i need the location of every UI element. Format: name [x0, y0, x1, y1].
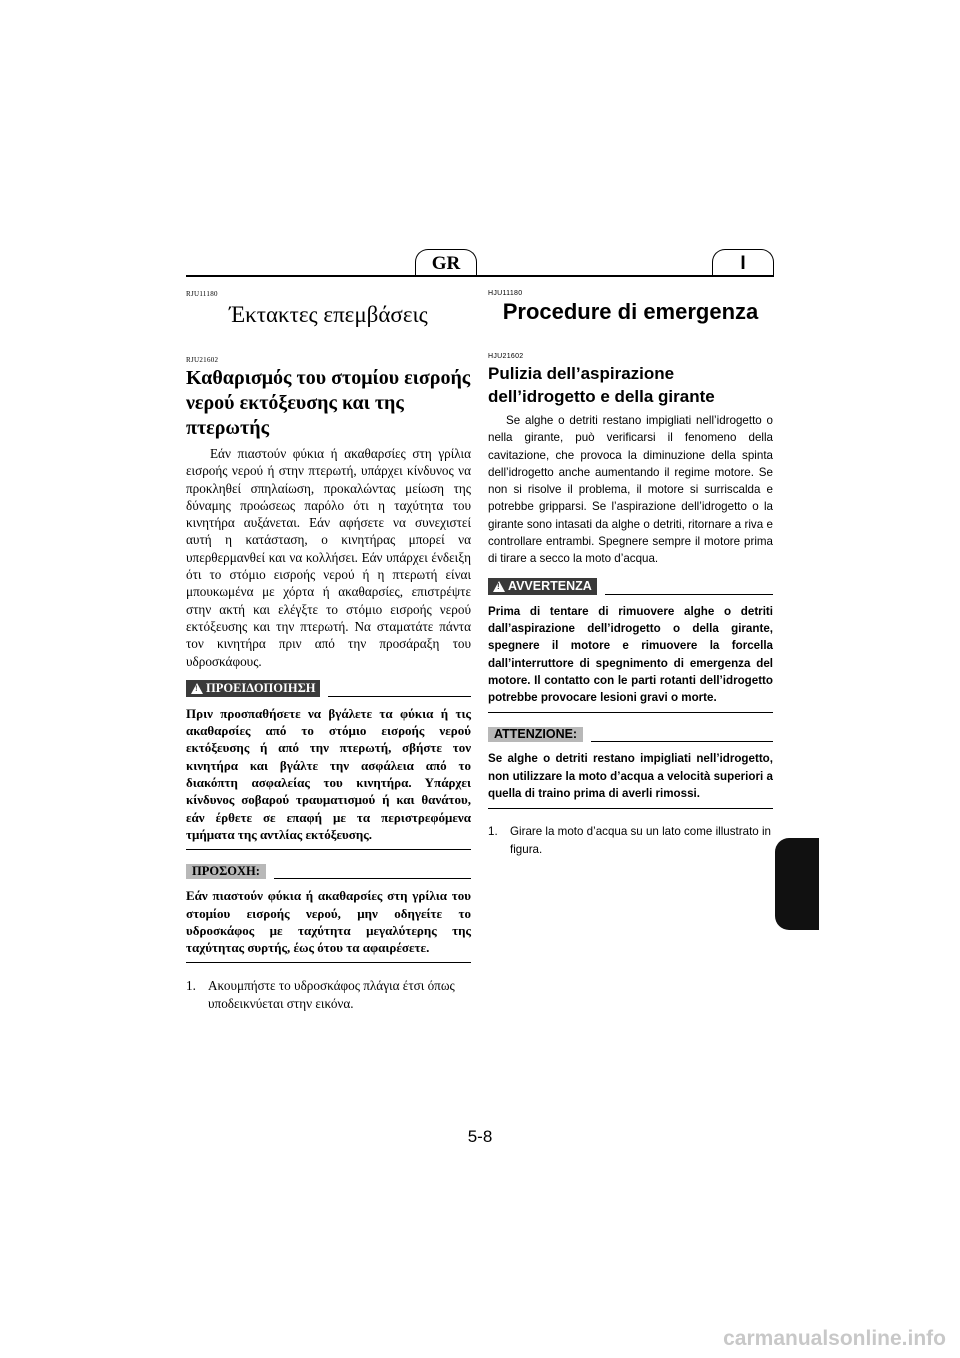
list-text: Ακουμπήστε το υδροσκάφος πλάγια έτσι όπως υποδεικνύεται στην εικόνα.	[208, 978, 455, 1011]
caution-bottom-rule	[488, 808, 773, 809]
italian-column	[488, 290, 773, 858]
warning-text: Πριν προσπαθήσετε να βγάλετε τα φύκια ή τις ακαθαρσίες από το στόμιο εισροής νερού εκτόξευσης ή από την πτερωτή, σβήστε τον κινητήρα και βγάλτε την ασφάλεια από το διακόπτη ασφαλείας του κινητήρα. Υπάρχει κίνδυνος σοβαρού τραυματισμού ή και θανάτου, εάν έρθετε σε επαφή με τα περιστρεφόμενα τμήματα της αντλίας εκτόξευσης.	[186, 705, 471, 842]
greek-column	[186, 290, 471, 1012]
caution-rule	[274, 878, 471, 879]
caution-header	[186, 864, 471, 879]
body-paragraph: Se alghe o detriti restano impigliati nell’idrogetto o nella girante, può verificarsi il fenomeno della cavitazione, che provoca la diminuzione della spinta dell’idrogetto anche aumentando il regime motore. Se non si risolve il problema, il motore si surriscalda e potrebbe gripparsi. Se l’aspirazione dell’idrogetto o la girante sono intasati da alghe o detriti, ritornare a riva e controllare entrambi. Spegnere sempre il motore prima di tirare a secco la moto d’acqua.	[488, 414, 773, 566]
warning-text: Prima di tentare di rimuovere alghe o detriti dall’aspirazione dell’idrogetto o della girante, spegnere il motore e rimuovere la forcella dall’interruttore di spegnimento di emergenza del motore. Il contatto con le parti rotanti dell’idrogetto potrebbe provocare lesioni gravi o morte.	[488, 604, 773, 705]
language-badge-greek: GR	[415, 249, 477, 275]
caution-label: ΠΡΟΣΟΧΗ:	[186, 864, 266, 879]
caution-text: Se alghe o detriti restano impigliati nell’idrogetto, non utilizzare la moto d’acqua a velocità superiori a quella di traino prima di averli rimossi.	[488, 752, 773, 801]
list-number: 1.	[186, 978, 196, 994]
caution-bottom-rule	[186, 962, 471, 963]
subsection-code: RJU21602	[186, 356, 219, 364]
warning-rule	[328, 696, 471, 697]
warning-badge	[488, 578, 597, 595]
warning-label: ΠΡΟΕΙΔΟΠΟΙΗΣΗ	[206, 680, 316, 695]
warning-bottom-rule	[488, 712, 773, 713]
section-title: Έκτακτες επεμβάσεις	[229, 302, 428, 327]
header-rule	[186, 275, 774, 277]
warning-header	[488, 578, 773, 595]
page-number: 5-8	[467, 1127, 493, 1146]
chapter-tab	[775, 838, 819, 930]
warning-badge	[186, 680, 320, 697]
subsection-title: Pulizia dell’aspirazione dell’idrogetto e della girante	[488, 364, 715, 406]
warning-bottom-rule	[186, 849, 471, 850]
subsection-title: Καθαρισμός του στομίου εισροής νερού εκτόξευσης και της πτερωτής	[186, 367, 471, 439]
language-badge-italian: I	[712, 249, 774, 275]
warning-rule	[605, 594, 773, 595]
list-number: 1.	[488, 825, 498, 839]
section-title: Procedure di emergenza	[502, 299, 759, 324]
list-text: Girare la moto d’acqua su un lato come illustrato in figura.	[510, 825, 771, 856]
caution-rule	[591, 741, 773, 742]
list-item	[488, 823, 773, 858]
warning-triangle-icon	[493, 581, 505, 592]
warning-label: AVVERTENZA	[508, 578, 592, 593]
body-paragraph: Εάν πιαστούν φύκια ή ακαθαρσίες στη γρίλια εισροής νερού ή στην πτερωτή, υπάρχει κίνδυνος να προκληθεί σπηλαίωση, προκαλώντας μείωση της δύναμης προώσεως παρόλο ότι η ταχύτητα του κινητήρα αυξάνεται. Εάν αφήσετε να συνεχιστεί αυτή η κατάσταση, ο κινητήρας μπορεί να υπερθερμανθεί και να κολλήσει. Εάν υπάρχει ένδειξη ότι το στόμιο εισροής νερού ή η πτερωτή είναι μπουκωμένα με χόρτα ή ακαθαρσίες, επιστρέψτε στην ακτή και ελέγξτε το στόμιο εισροής νερού εκτόξευσης και την πτερωτή. Να σταματάτε πάντα τον κινητήρα πριν από την προσάραξη του υδροσκάφους.	[186, 446, 471, 669]
caution-text: Εάν πιαστούν φύκια ή ακαθαρσίες στη γρίλια του στομίου εισροής νερού, μην οδηγείτε το υδροσκάφος με ταχύτητα μεγαλύτερης της ταχύτητας συρτής, έως ότου τα αφαιρέσετε.	[186, 888, 471, 956]
section-code: RJU11180	[186, 290, 218, 298]
caution-header	[488, 727, 773, 742]
warning-header	[186, 680, 471, 697]
list-item	[186, 977, 471, 1012]
subsection-code: HJU21602	[488, 353, 524, 360]
caution-label: ATTENZIONE:	[488, 727, 583, 742]
section-code: HJU11180	[488, 290, 523, 297]
watermark: carmanualsonline.info	[723, 1327, 946, 1350]
warning-triangle-icon	[191, 683, 203, 694]
